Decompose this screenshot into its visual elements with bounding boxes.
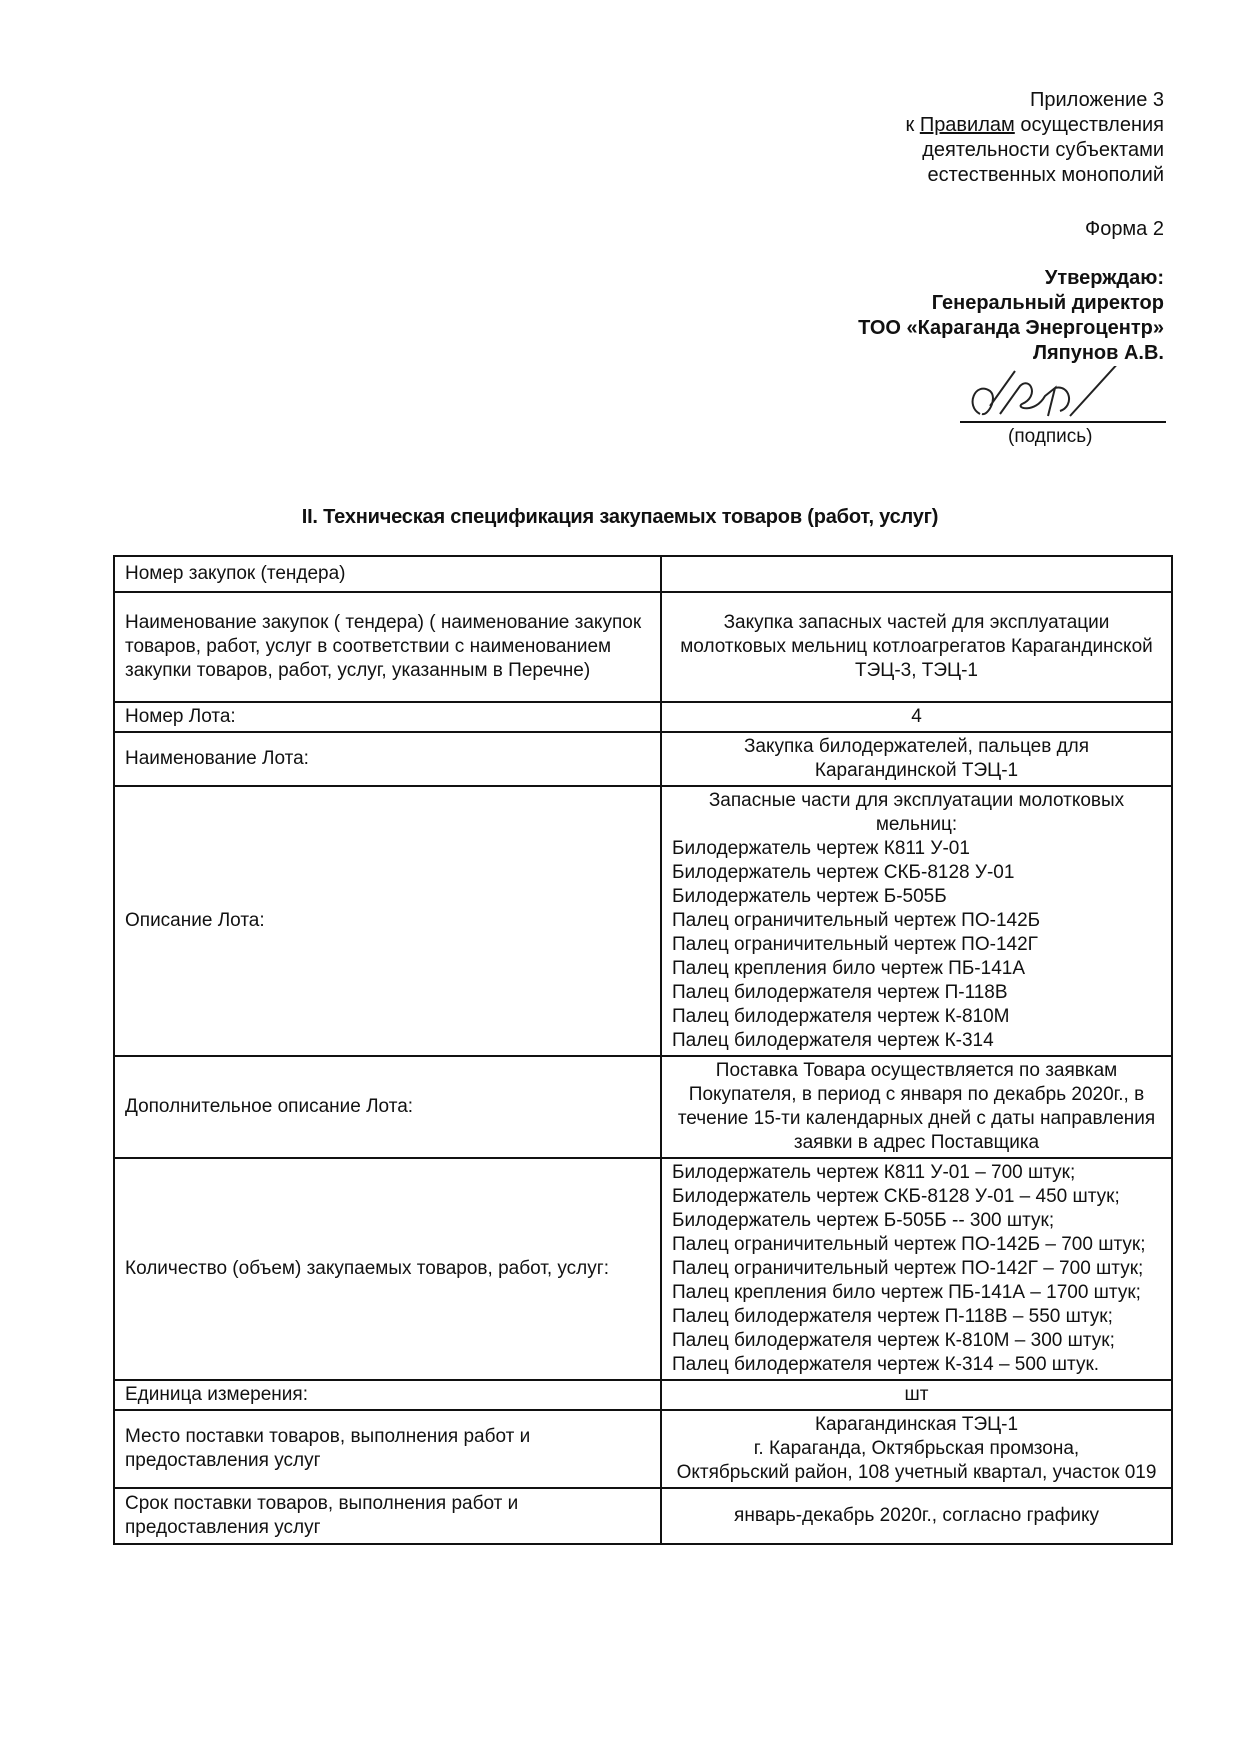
- row-key: Описание Лота:: [114, 786, 661, 1056]
- list-item: Палец билодержателя чертеж П-118В – 550 штук;: [672, 1306, 1113, 1327]
- address-line: Карагандинская ТЭЦ-1: [814, 1414, 1019, 1435]
- lot-description-title: Запасные части для эксплуатации молотковых мельниц:: [708, 790, 1125, 835]
- row-key: Номер закупок (тендера): [114, 556, 661, 592]
- list-item: Билодержатель чертеж СКБ-8128 У-01: [672, 862, 1015, 883]
- row-value: шт: [661, 1380, 1172, 1410]
- table-row: [114, 556, 1172, 592]
- list-item: Палец билодержателя чертеж П-118В: [672, 982, 1008, 1003]
- list-item: Палец ограничительный чертеж ПО-142Г: [672, 934, 1038, 955]
- row-key: Единица измерения:: [114, 1380, 661, 1410]
- table-row: [114, 702, 1172, 732]
- row-key: Срок поставки товаров, выполнения работ и предоставления услуг: [114, 1488, 661, 1544]
- table-row: [114, 786, 1172, 1056]
- form-label: Форма 2: [1084, 218, 1164, 240]
- table-row: [114, 1158, 1172, 1380]
- list-item: Билодержатель чертеж Б-505Б -- 300 штук;: [672, 1210, 1055, 1231]
- approve-heading: Утверждаю:: [1044, 267, 1164, 289]
- table-row: [114, 592, 1172, 702]
- list-item: Билодержатель чертеж СКБ-8128 У-01 – 450 штук;: [672, 1186, 1120, 1207]
- appendix-line-4: естественных монополий: [927, 164, 1164, 186]
- row-key: Дополнительное описание Лота:: [114, 1056, 661, 1158]
- row-value: [661, 556, 1172, 592]
- appendix-header: [644, 88, 1164, 188]
- address-line: г. Караганда, Октябрьская промзона,: [753, 1438, 1080, 1459]
- row-value: январь-декабрь 2020г., согласно графику: [661, 1488, 1172, 1544]
- table-row: [114, 1380, 1172, 1410]
- row-value: Поставка Товара осуществляется по заявкам Покупателя, в период с января по декабрь 2020г., в течение 15-ти календарных дней с даты направления заявки в адрес Поставщика: [661, 1056, 1172, 1158]
- list-item: Палец билодержателя чертеж К-314 – 500 штук.: [672, 1354, 1100, 1375]
- table-row: [114, 1410, 1172, 1488]
- table-row: [114, 1488, 1172, 1544]
- row-value: [661, 786, 1172, 1056]
- row-value: Закупка билодержателей, пальцев для Карагандинской ТЭЦ-1: [661, 732, 1172, 786]
- row-value: [661, 1158, 1172, 1380]
- rules-link[interactable]: Правилам: [919, 114, 1015, 136]
- list-item: Палец крепления било чертеж ПБ-141А – 1700 штук;: [672, 1282, 1141, 1303]
- approver-position: Генеральный директор: [931, 292, 1164, 314]
- list-item: Палец билодержателя чертеж К-810М – 300 штук;: [672, 1330, 1115, 1351]
- list-item: Палец билодержателя чертеж К-810М: [672, 1006, 1010, 1027]
- approver-company: ТОО «Караганда Энергоцентр»: [858, 317, 1164, 339]
- list-item: Палец ограничительный чертеж ПО-142Б: [672, 910, 1041, 931]
- row-key: Наименование закупок ( тендера) ( наименование закупок товаров, работ, услуг в соответствии с наименованием закупки товаров, работ, услуг, указанным в Перечне): [114, 592, 661, 702]
- list-item: Палец билодержателя чертеж К-314: [672, 1030, 994, 1051]
- rules-rest: осуществления: [1020, 114, 1164, 136]
- specification-table: [113, 555, 1173, 1545]
- table-row: [114, 732, 1172, 786]
- list-item: Палец ограничительный чертеж ПО-142Г – 700 штук;: [672, 1258, 1144, 1279]
- row-value: 4: [661, 702, 1172, 732]
- appendix-line-3: деятельности субъектами: [922, 139, 1164, 161]
- rules-reference: [644, 113, 1164, 138]
- table-row: [114, 1056, 1172, 1158]
- list-item: Билодержатель чертеж К811 У-01: [672, 838, 970, 859]
- row-value: [661, 1410, 1172, 1488]
- row-key: Количество (объем) закупаемых товаров, работ, услуг:: [114, 1158, 661, 1380]
- row-value: Закупка запасных частей для эксплуатации молотковых мельниц котлоагрегатов Карагандинской ТЭЦ-3, ТЭЦ-1: [661, 592, 1172, 702]
- row-key: Номер Лота:: [114, 702, 661, 732]
- row-key: Наименование Лота:: [114, 732, 661, 786]
- list-item: Палец крепления било чертеж ПБ-141А: [672, 958, 1026, 979]
- appendix-number: Приложение 3: [1030, 89, 1164, 111]
- signature-icon: [960, 366, 1166, 426]
- row-key: Место поставки товаров, выполнения работ и предоставления услуг: [114, 1410, 661, 1488]
- approval-block: [564, 266, 1164, 366]
- address-line: Октябрьский район, 108 учетный квартал, участок 019: [676, 1462, 1157, 1483]
- list-item: Билодержатель чертеж К811 У-01 – 700 штук;: [672, 1162, 1076, 1183]
- list-item: Палец ограничительный чертеж ПО-142Б – 700 штук;: [672, 1234, 1146, 1255]
- rules-prefix: к: [905, 114, 915, 136]
- list-item: Билодержатель чертеж Б-505Б: [672, 886, 947, 907]
- signature-caption: (подпись): [1008, 426, 1093, 447]
- section-title: II. Техническая спецификация закупаемых товаров (работ, услуг): [301, 506, 939, 528]
- approver-name: Ляпунов А.В.: [1032, 342, 1164, 364]
- signature-line: [960, 421, 1166, 423]
